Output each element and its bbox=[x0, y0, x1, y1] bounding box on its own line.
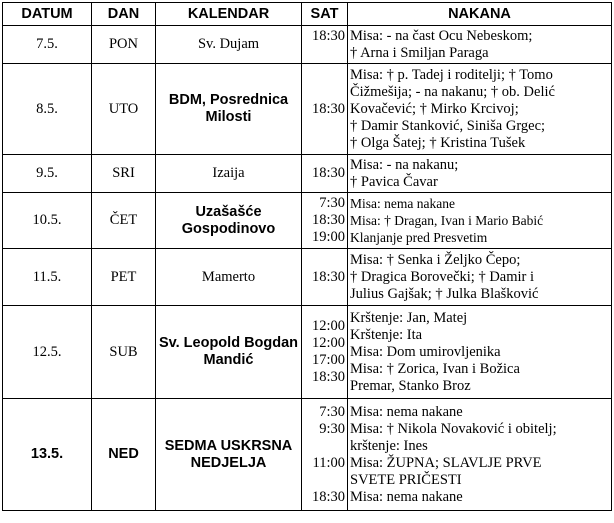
row-intention bbox=[348, 155, 612, 193]
intention-line: † Olga Šatej; † Kristina Tušek bbox=[350, 134, 526, 151]
table-row bbox=[3, 193, 612, 249]
intention-line: SVETE PRIČESTI bbox=[350, 471, 462, 488]
intention-line: † Dragica Borovečki; † Damir i bbox=[350, 268, 535, 285]
time-entry: 18:30 bbox=[311, 100, 345, 117]
intention-line: † Damir Stanković, Siniša Grgec; bbox=[350, 117, 546, 134]
row-times bbox=[302, 306, 348, 399]
time-entry: 18:30 bbox=[311, 27, 345, 44]
row-day: SUB bbox=[92, 306, 156, 399]
time-entry: 18:30 bbox=[311, 268, 345, 285]
row-day: ČET bbox=[92, 193, 156, 249]
intention-line: Misa: nema nakane bbox=[350, 196, 455, 211]
intention-line: Misa: - na čast Ocu Nebeskom; bbox=[350, 27, 533, 44]
time-entry: 12:00 bbox=[311, 318, 345, 334]
header-date: DATUM bbox=[3, 3, 92, 26]
intention-line: Misa: † Nikola Novaković i obitelj; bbox=[350, 420, 557, 437]
table-row bbox=[3, 64, 612, 155]
intention-line: Klanjanje pred Presvetim bbox=[350, 230, 488, 245]
row-date: 11.5. bbox=[3, 249, 92, 306]
header-row bbox=[3, 3, 612, 26]
intention-line: Misa: † Senka i Željko Čepo; bbox=[350, 251, 521, 268]
row-intention bbox=[348, 26, 612, 64]
row-intention bbox=[348, 64, 612, 155]
table-row bbox=[3, 399, 612, 511]
table-row bbox=[3, 306, 612, 399]
time-entry: 11:00 bbox=[312, 454, 345, 471]
row-calendar: Izaija bbox=[156, 155, 302, 193]
intention-line: Premar, Stanko Broz bbox=[350, 377, 471, 394]
row-times bbox=[302, 399, 348, 511]
row-calendar: Sv. Leopold Bogdan Mandić bbox=[156, 306, 302, 399]
header-intention: NAKANA bbox=[348, 3, 612, 26]
row-date: 7.5. bbox=[3, 26, 92, 64]
intention-line: Čižmešija; - na nakanu; † ob. Delić bbox=[350, 83, 555, 100]
row-day: PON bbox=[92, 26, 156, 64]
row-date: 10.5. bbox=[3, 193, 92, 249]
row-date: 9.5. bbox=[3, 155, 92, 193]
row-times bbox=[302, 155, 348, 193]
intention-line: Misa: Dom umirovljenika bbox=[350, 343, 501, 360]
time-entry: 18:30 bbox=[311, 488, 345, 505]
row-intention bbox=[348, 249, 612, 306]
intention-line: Misa: nema nakane bbox=[350, 488, 463, 505]
table-row bbox=[3, 155, 612, 193]
intention-line: Misa: † Dragan, Ivan i Mario Babić bbox=[350, 213, 544, 228]
intention-line: Krštenje: Jan, Matej bbox=[350, 309, 468, 326]
row-intention bbox=[348, 399, 612, 511]
row-calendar: BDM, Posrednica Milosti bbox=[156, 64, 302, 155]
header-day: DAN bbox=[92, 3, 156, 26]
time-entry: 19:00 bbox=[311, 229, 345, 245]
intention-line: Julius Gajšak; † Julka Blašković bbox=[350, 285, 539, 302]
time-entry: 17:00 bbox=[311, 352, 345, 368]
row-calendar: SEDMA USKRSNA NEDJELJA bbox=[156, 399, 302, 511]
time-entry: 18:30 bbox=[311, 369, 345, 385]
row-times bbox=[302, 249, 348, 306]
row-day: SRI bbox=[92, 155, 156, 193]
table-row bbox=[3, 249, 612, 306]
row-date: 8.5. bbox=[3, 64, 92, 155]
header-calendar: KALENDAR bbox=[156, 3, 302, 26]
intention-line: Misa: † Zorica, Ivan i Božica bbox=[350, 360, 520, 377]
mass-schedule-table bbox=[2, 2, 612, 511]
intention-line: Misa: - na nakanu; bbox=[350, 156, 459, 173]
intention-line: Krštenje: Ita bbox=[350, 326, 423, 343]
intention-line: krštenje: Ines bbox=[350, 437, 428, 454]
intention-line: † Pavica Čavar bbox=[350, 173, 438, 190]
row-calendar: Uzašašće Gospodinovo bbox=[156, 193, 302, 249]
row-day: PET bbox=[92, 249, 156, 306]
row-calendar: Sv. Dujam bbox=[156, 26, 302, 64]
row-date: 13.5. bbox=[3, 399, 92, 511]
table-row bbox=[3, 26, 612, 64]
row-intention bbox=[348, 306, 612, 399]
intention-line: Kovačević; † Mirko Krcivoj; bbox=[350, 100, 519, 117]
time-entry: 12:00 bbox=[311, 335, 345, 351]
time-entry: 7:30 bbox=[319, 195, 345, 211]
intention-line: Misa: nema nakane bbox=[350, 403, 463, 420]
row-intention bbox=[348, 193, 612, 249]
row-day: UTO bbox=[92, 64, 156, 155]
intention-line: † Arna i Smiljan Paraga bbox=[350, 44, 489, 61]
row-times bbox=[302, 26, 348, 64]
row-times bbox=[302, 193, 348, 249]
row-times bbox=[302, 64, 348, 155]
row-day: NED bbox=[92, 399, 156, 511]
row-calendar: Mamerto bbox=[156, 249, 302, 306]
time-entry bbox=[304, 45, 345, 62]
time-entry: 18:30 bbox=[311, 165, 345, 181]
time-entry bbox=[304, 438, 345, 455]
time-entry bbox=[304, 472, 345, 489]
header-time: SAT bbox=[302, 3, 348, 26]
intention-line: Misa: ŽUPNA; SLAVLJE PRVE bbox=[350, 454, 542, 471]
row-date: 12.5. bbox=[3, 306, 92, 399]
intention-line: Misa: † p. Tadej i roditelji; † Tomo bbox=[350, 66, 553, 83]
time-entry: 7:30 bbox=[319, 403, 345, 420]
time-entry: 18:30 bbox=[311, 212, 345, 228]
time-entry: 9:30 bbox=[319, 420, 345, 437]
